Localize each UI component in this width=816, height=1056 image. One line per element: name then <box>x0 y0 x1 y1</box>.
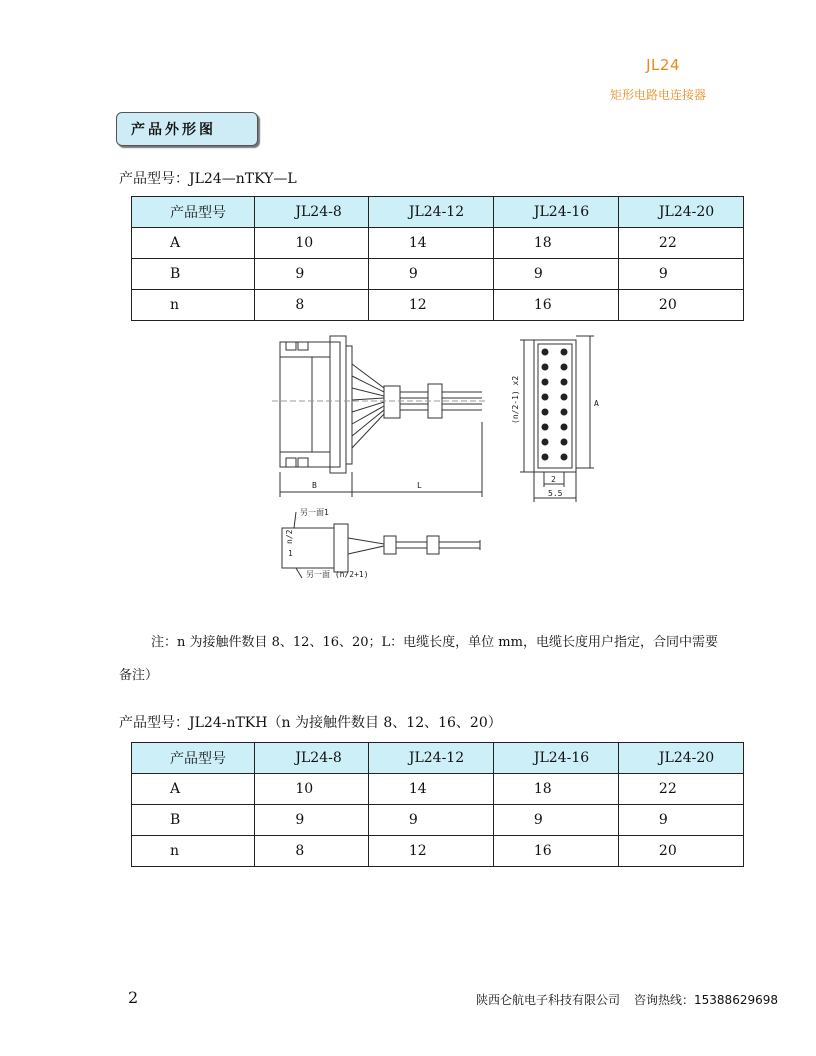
dim-l-label: L <box>417 481 422 490</box>
table-cell: 8 <box>255 290 368 321</box>
side1-label: 另一面1 <box>300 508 329 517</box>
table-cell: 9 <box>618 805 743 836</box>
table-header-row <box>132 743 744 774</box>
footer <box>462 991 778 1008</box>
table-row <box>132 290 744 321</box>
note-paragraph <box>119 626 744 692</box>
dim-2-label: 2 <box>551 475 556 484</box>
table-cell: B <box>132 805 255 836</box>
spec-table-1 <box>131 196 744 321</box>
dim-55-label: 5.5 <box>548 489 563 498</box>
pin1-label: 1 <box>288 549 293 558</box>
table-cell: 14 <box>368 228 493 259</box>
table-cell: 14 <box>368 774 493 805</box>
table-header-cell: JL24-8 <box>255 197 368 228</box>
table-header-row <box>132 197 744 228</box>
n2-label: n/2 <box>285 529 294 544</box>
table-row <box>132 805 744 836</box>
table-cell: 18 <box>493 228 618 259</box>
note-line-2: 备注） <box>119 668 159 683</box>
spec-table-2 <box>131 742 744 867</box>
table-cell: 12 <box>368 290 493 321</box>
table-header-cell: JL24-20 <box>618 197 743 228</box>
table-header-cell: 产品型号 <box>132 743 255 774</box>
table-cell: 9 <box>493 805 618 836</box>
table-cell: 16 <box>493 290 618 321</box>
table-header-cell: JL24-12 <box>368 197 493 228</box>
header-title: JL24 <box>646 56 680 74</box>
section-title-box <box>116 112 258 146</box>
table-cell: 20 <box>618 290 743 321</box>
table-header-cell: JL24-8 <box>255 743 368 774</box>
table-cell: 16 <box>493 836 618 867</box>
table-cell: 9 <box>368 805 493 836</box>
table-cell: 22 <box>618 228 743 259</box>
note-line-1-text: 注：n 为接触件数目 8、12、16、20；L：电缆长度，单位 mm，电缆长度用户指定，合同中需要 <box>151 635 718 650</box>
footer-company: 陕西仑航电子科技有限公司 <box>476 993 621 1007</box>
table-row <box>132 774 744 805</box>
table-cell: 10 <box>255 774 368 805</box>
table-row <box>132 836 744 867</box>
note-line-1 <box>119 626 744 659</box>
header-subtitle: 矩形电路电连接器 <box>609 88 706 102</box>
model-line-1: 产品型号：JL24—nTKY—L <box>119 171 297 187</box>
table-header-cell: JL24-16 <box>493 743 618 774</box>
table-cell: 9 <box>368 259 493 290</box>
table-cell: 9 <box>618 259 743 290</box>
dim-n-label: (n/2-1) x2 <box>511 375 520 424</box>
connector-drawing <box>272 332 612 582</box>
section-title: 产品外形图 <box>131 122 216 138</box>
table-cell: 22 <box>618 774 743 805</box>
table-cell: 9 <box>255 259 368 290</box>
table-cell: 9 <box>255 805 368 836</box>
side2-label: 另一面 (n/2+1) <box>306 570 369 579</box>
table-cell: A <box>132 228 255 259</box>
footer-hotline: 咨询热线：15388629698 <box>634 993 778 1007</box>
dim-a-label: A <box>594 399 599 408</box>
table-cell: 8 <box>255 836 368 867</box>
table-cell: 20 <box>618 836 743 867</box>
table-header-cell: JL24-16 <box>493 197 618 228</box>
table-header-cell: JL24-12 <box>368 743 493 774</box>
dim-b-label: B <box>312 481 317 490</box>
table-cell: 10 <box>255 228 368 259</box>
table-header-cell: 产品型号 <box>132 197 255 228</box>
table-cell: 18 <box>493 774 618 805</box>
table-row <box>132 228 744 259</box>
table-header-cell: JL24-20 <box>618 743 743 774</box>
table-cell: 12 <box>368 836 493 867</box>
table-cell: B <box>132 259 255 290</box>
table-cell: 9 <box>493 259 618 290</box>
table-cell: n <box>132 290 255 321</box>
model-line-2: 产品型号：JL24-nTKH（n 为接触件数目 8、12、16、20） <box>119 715 502 731</box>
table-cell: n <box>132 836 255 867</box>
page-number: 2 <box>128 988 139 1007</box>
table-row <box>132 259 744 290</box>
table-cell: A <box>132 774 255 805</box>
